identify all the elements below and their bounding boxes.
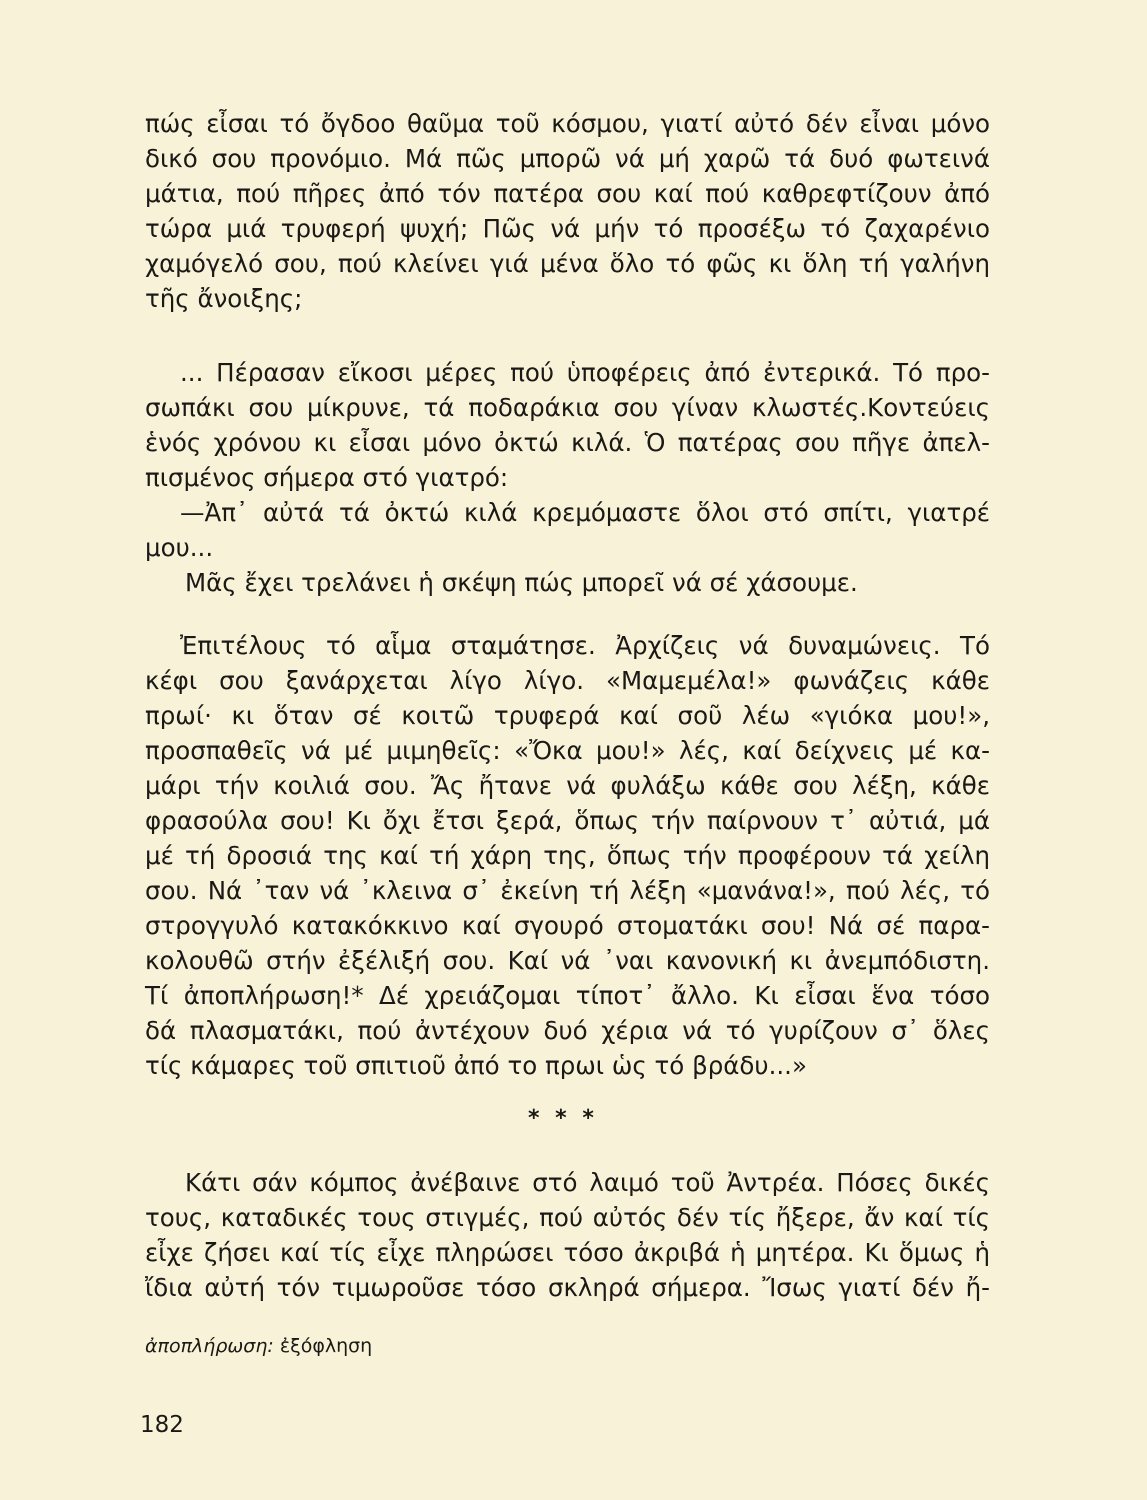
footnote-term: ἀποπλήρωση: bbox=[145, 1335, 274, 1357]
dialogue-line: —Ἀπ᾽ αὐτά τά ὀκτώ κιλά κρεμόμαστε ὅλοι στό σπίτι, γιατρέ bbox=[180, 498, 990, 527]
paragraph-1 bbox=[145, 106, 990, 316]
text-line: τους, καταδικές τους στιγμές, πού αὐτός δέν τίς ἤξερε, ἄν καί τίς bbox=[145, 1203, 990, 1232]
text-line: τώρα μιά τρυφερή ψυχή; Πῶς νά μήν τό προσέξω τό ζαχαρένιο bbox=[145, 214, 990, 243]
text-line: πρωί· κι ὅταν σέ κοιτῶ τρυφερά καί σοῦ λέω «γιόκα μου!», bbox=[145, 701, 990, 730]
text-line: δά πλασματάκι, πού ἀντέχουν δυό χέρια νά τό γυρίζουν σ᾽ ὅλες bbox=[145, 1016, 990, 1045]
text-line: ... Πέρασαν εἴκοσι μέρες πού ὑποφέρεις ἀπό ἐντερικά. Τό προ- bbox=[180, 358, 990, 387]
text-line: μέ τή δροσιά της καί τή χάρη της, ὅπως τήν προφέρουν τά χείλη bbox=[145, 841, 990, 870]
footnote bbox=[145, 1335, 372, 1357]
text-line: ἴδια αὐτή τόν τιμωροῦσε τόσο σκληρά σήμερα. Ἴσως γιατί δέν ἤ- bbox=[145, 1273, 990, 1302]
text-line: φρασούλα σου! Κι ὄχι ἔτσι ξερά, ὅπως τήν παίρνουν τ᾽ αὐτιά, μά bbox=[145, 806, 990, 835]
text-line: προσπαθεῖς νά μέ μιμηθεῖς: «Ὄκα μου!» λές, καί δείχνεις μέ κα- bbox=[145, 736, 990, 765]
paragraph-2 bbox=[145, 355, 990, 600]
paragraph-4 bbox=[145, 1165, 990, 1305]
paragraph-3 bbox=[145, 628, 990, 1083]
text-line: σωπάκι σου μίκρυνε, τά ποδαράκια σου γίναν κλωστές.Κοντεύεις bbox=[145, 393, 990, 422]
text-line: τῆς ἄνοιξης; bbox=[145, 284, 303, 313]
text-line: χαμόγελό σου, πού κλείνει γιά μένα ὅλο τό φῶς κι ὅλη τή γαλήνη bbox=[145, 249, 990, 278]
text-line: σου. Νά ᾽ταν νά ᾽κλεινα σ᾽ ἐκείνη τή λέξη «μανάνα!», πού λές, τό bbox=[145, 876, 990, 905]
text-line: στρογγυλό κατακόκκινο καί σγουρό στοματάκι σου! Νά σέ παρα- bbox=[145, 911, 990, 940]
footnote-definition: ἐξόφληση bbox=[279, 1335, 373, 1357]
text-line: τίς κάμαρες τοῦ σπιτιοῦ ἀπό το πρωι ὡς τό βράδυ...» bbox=[145, 1051, 807, 1080]
text-line: Ἐπιτέλους τό αἷμα σταμάτησε. Ἀρχίζεις νά δυναμώνεις. Τό bbox=[180, 631, 990, 660]
text-line: μάρι τήν κοιλιά σου. Ἄς ἤτανε νά φυλάξω κάθε σου λέξη, κάθε bbox=[145, 771, 990, 800]
text-line: μάτια, πού πῆρες ἀπό τόν πατέρα σου καί πού καθρεφτίζουν ἀπό bbox=[145, 179, 990, 208]
text-line: κέφι σου ξανάρχεται λίγο λίγο. «Μαμεμέλα!» φωνάζεις κάθε bbox=[145, 666, 990, 695]
text-line: ἑνός χρόνου κι εἶσαι μόνο ὀκτώ κιλά. Ὁ πατέρας σου πῆγε ἀπελ- bbox=[145, 428, 990, 457]
text-line: Μᾶς ἔχει τρελάνει ἡ σκέψη πώς μπορεῖ νά σέ χάσουμε. bbox=[185, 568, 858, 597]
page-number: 182 bbox=[140, 1412, 184, 1438]
section-separator: * * * bbox=[528, 1106, 598, 1131]
text-line: εἶχε ζήσει καί τίς εἶχε πληρώσει τόσο ἀκριβά ἡ μητέρα. Κι ὅμως ἡ bbox=[145, 1238, 990, 1267]
text-line: μου... bbox=[145, 533, 214, 562]
text-line: κολουθῶ στήν ἐξέλιξή σου. Καί νά ᾽ναι κανονική κι ἀνεμπόδιστη. bbox=[145, 946, 990, 975]
text-line: πισμένος σήμερα στό γιατρό: bbox=[145, 463, 509, 492]
text-line: Κάτι σάν κόμπος ἀνέβαινε στό λαιμό τοῦ Ἀντρέα. Πόσες δικές bbox=[185, 1168, 990, 1197]
text-line: πώς εἶσαι τό ὄγδοο θαῦμα τοῦ κόσμου, γιατί αὐτό δέν εἶναι μόνο bbox=[145, 109, 990, 138]
text-line: δικό σου προνόμιο. Μά πῶς μπορῶ νά μή χαρῶ τά δυό φωτεινά bbox=[145, 144, 990, 173]
text-line: Τί ἀποπλήρωση!* Δέ χρειάζομαι τίποτ᾽ ἄλλο. Κι εἶσαι ἕνα τόσο bbox=[145, 981, 990, 1010]
